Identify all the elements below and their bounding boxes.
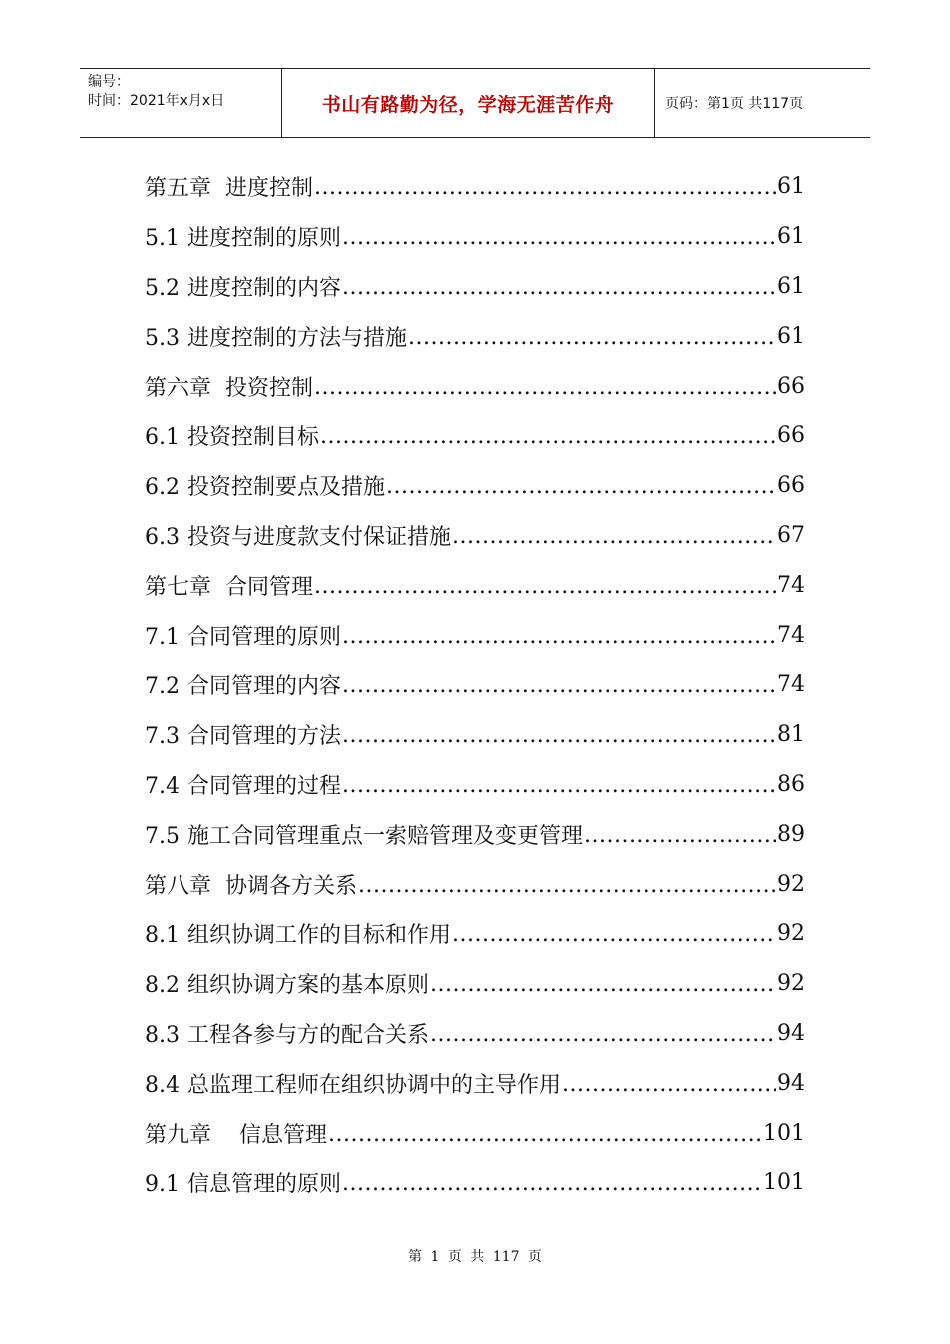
toc-entry[interactable] [145,660,805,710]
header-meta [80,69,282,137]
toc-entry-page-number: 61 [777,273,805,299]
toc-entry-title: 第八章 协调各方关系 [145,873,357,899]
toc-dot-leader [408,325,776,350]
toc-entry-title: 6.3 投资与进度款支付保证措施 [145,524,451,550]
toc-entry[interactable] [145,311,805,361]
toc-entry[interactable] [145,461,805,511]
toc-dot-leader [320,424,776,449]
toc-entry-page-number: 74 [777,622,805,648]
toc-entry-page-number: 74 [777,672,805,698]
toc-entry-title: 8.2 组织协调方案的基本原则 [145,973,429,999]
toc-entry[interactable] [145,212,805,262]
toc-entry[interactable] [145,1058,805,1108]
toc-dot-leader [314,574,776,599]
toc-entry-title: 8.1 组织协调工作的目标和作用 [145,923,451,949]
toc-entry-title: 9.1 信息管理的原则 [145,1172,341,1198]
toc-entry[interactable] [145,511,805,561]
toc-entry-page-number: 61 [777,174,805,200]
toc-entry-page-number: 74 [777,572,805,598]
toc-entry[interactable] [145,760,805,810]
toc-entry-title: 5.3 进度控制的方法与措施 [145,325,407,351]
toc-entry[interactable] [145,162,805,212]
toc-entry-title: 8.3 工程各参与方的配合关系 [145,1022,429,1048]
toc-dot-leader [342,723,776,748]
toc-entry-title: 8.4 总监理工程师在组织协调中的主导作用 [145,1072,561,1098]
toc-entry-page-number: 86 [777,771,805,797]
toc-entry[interactable] [145,710,805,760]
page-footer: 第 1 页 共 117 页 [408,1249,542,1265]
toc-dot-leader [430,972,776,997]
toc-entry-title: 第六章 投资控制 [145,375,313,401]
toc-dot-leader [314,175,776,200]
toc-entry-title: 7.4 合同管理的过程 [145,773,341,799]
header-page-info: 页码：第1页 共117页 [665,96,804,112]
toc-dot-leader [342,624,776,649]
toc-entry-page-number: 66 [777,423,805,449]
toc-entry[interactable] [145,959,805,1009]
toc-entry-title: 第七章 合同管理 [145,574,313,600]
header-motto: 书山有路勤为径，学海无涯苦作舟 [321,93,615,116]
serial-label: 编号： [88,74,130,90]
toc-entry-page-number: 101 [763,1120,805,1146]
toc-entry-page-number: 81 [777,722,805,748]
toc-dot-leader [342,1171,762,1196]
toc-entry[interactable] [145,909,805,959]
toc-entry-page-number: 92 [777,921,805,947]
toc-entry[interactable] [145,809,805,859]
toc-dot-leader [342,773,776,798]
toc-dot-leader [342,275,776,300]
toc-dot-leader [358,873,776,898]
toc-entry-title: 6.1 投资控制目标 [145,425,319,451]
toc-dot-leader [328,1122,762,1147]
toc-entry-title: 第九章 信息管理 [145,1122,327,1148]
toc-dot-leader [342,673,776,698]
toc-entry-title: 7.5 施工合同管理重点一索赔管理及变更管理 [145,823,583,849]
toc-entry[interactable] [145,610,805,660]
toc-dot-leader [562,1072,776,1097]
toc-dot-leader [430,1022,776,1047]
toc-entry-title: 6.2 投资控制要点及措施 [145,475,385,501]
header-motto-cell [282,69,655,137]
toc-entry[interactable] [145,1009,805,1059]
toc-entry[interactable] [145,361,805,411]
toc-entry-page-number: 94 [777,1070,805,1096]
toc-entry-page-number: 92 [777,971,805,997]
toc-entry-page-number: 92 [777,871,805,897]
table-of-contents [145,162,805,1208]
toc-entry[interactable] [145,560,805,610]
toc-entry-page-number: 61 [777,224,805,250]
toc-entry[interactable] [145,262,805,312]
toc-entry[interactable] [145,1108,805,1158]
toc-entry-page-number: 94 [777,1020,805,1046]
toc-entry-page-number: 66 [777,473,805,499]
toc-entry[interactable] [145,1158,805,1208]
date-label: 时间：2021年x月x日 [88,93,225,109]
toc-dot-leader [386,474,776,499]
toc-entry-title: 7.1 合同管理的原则 [145,624,341,650]
toc-entry-page-number: 101 [763,1170,805,1196]
toc-entry-title: 5.2 进度控制的内容 [145,275,341,301]
toc-dot-leader [342,225,776,250]
toc-entry[interactable] [145,859,805,909]
toc-entry-title: 7.2 合同管理的内容 [145,674,341,700]
toc-entry-page-number: 89 [777,821,805,847]
toc-entry-page-number: 61 [777,323,805,349]
toc-dot-leader [452,922,776,947]
toc-entry-title: 7.3 合同管理的方法 [145,724,341,750]
page-header [80,68,870,138]
toc-entry-page-number: 66 [777,373,805,399]
toc-dot-leader [314,375,776,400]
toc-entry[interactable] [145,411,805,461]
toc-entry-title: 5.1 进度控制的原则 [145,226,341,252]
toc-dot-leader [584,823,776,848]
toc-entry-page-number: 67 [777,522,805,548]
toc-dot-leader [452,524,776,549]
toc-entry-title: 第五章 进度控制 [145,176,313,202]
